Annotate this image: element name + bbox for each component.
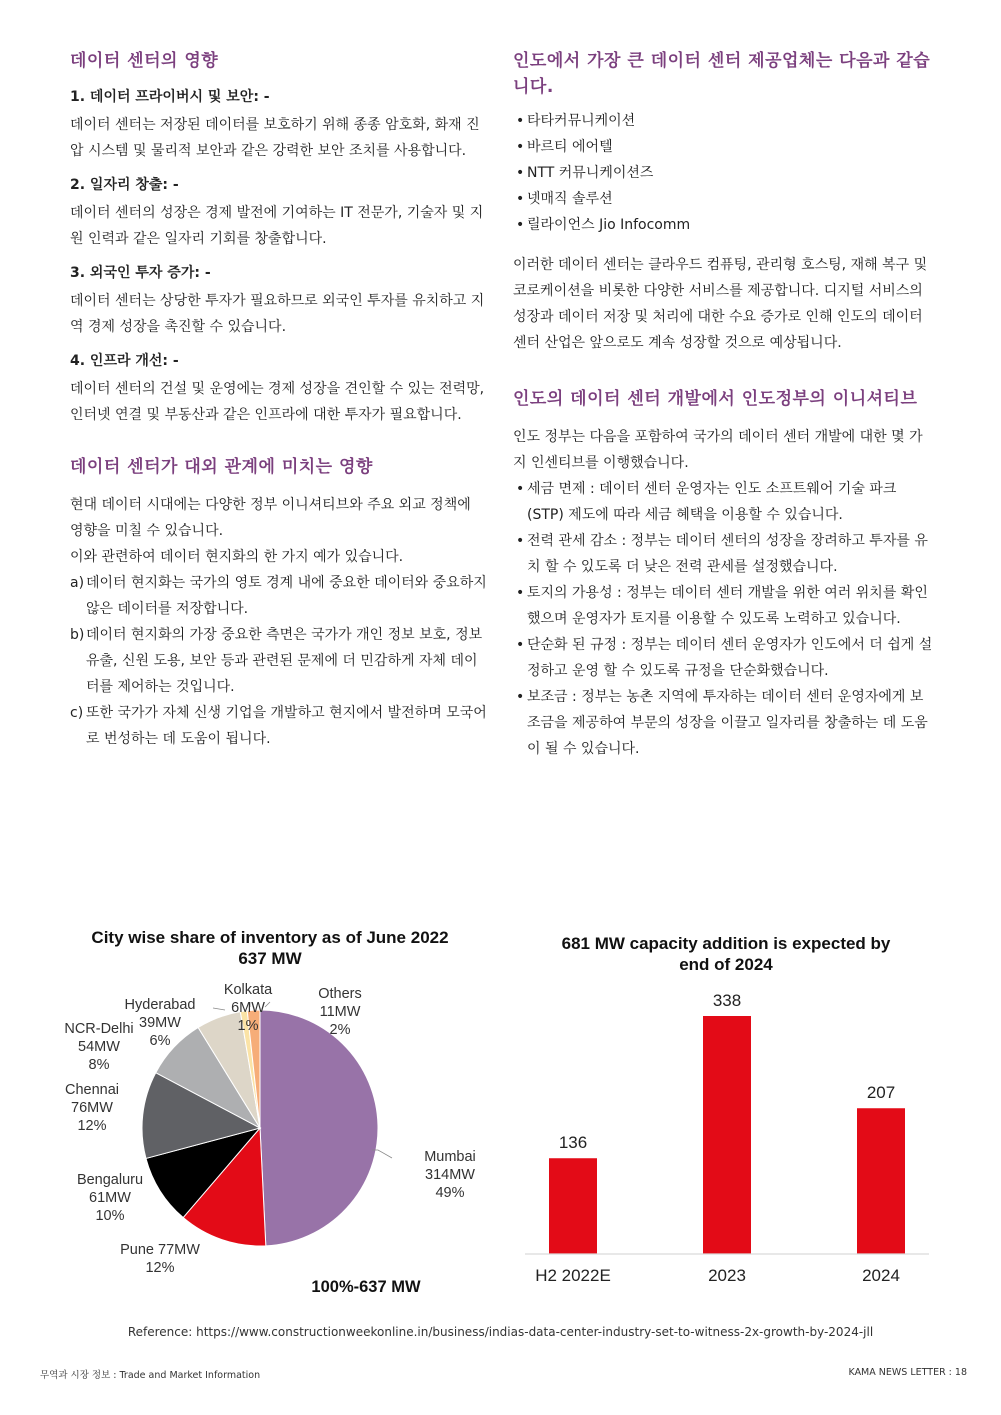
- list-item: • 타타커뮤니케이션: [516, 113, 636, 129]
- pie-label-others-name: Others: [318, 986, 362, 1002]
- list-item: b) 데이터 현지화의 가장 중요한 측면은 국가가 개인 정보 보호, 정보 유출, 신원 도용, 보안 등과 관련된 문제에 더 민감하게 자체 데이터를 제어하는 것입니다.: [70, 627, 483, 695]
- pie-label-hyderabad-name: Hyderabad: [124, 997, 196, 1013]
- list-item: • 세금 면제 : 데이터 센터 운영자는 인도 소프트웨어 기술 파크 (STP) 제도에 따라 세금 혜택을 이용할 수 있습니다.: [516, 481, 897, 523]
- list-item: • 보조금 : 정부는 농촌 지역에 투자하는 데이터 센터 운영자에게 보조금을 제공하여 부문의 성장을 이끌고 일자리를 창출하는 데 도움이 될 수 있습니다.: [516, 689, 928, 757]
- impact-item-1: 1. 데이터 프라이버시 및 보안: - 데이터 센터는 저장된 데이터를 보호하기 위해 종종 암호화, 화재 진압 시스템 및 물리적 보안과 같은 강력한 보안 조치를 사용합니다.: [70, 89, 480, 159]
- pie-label-kolkata-name: Kolkata: [223, 982, 273, 998]
- pie-chart-title: City wise share of inventory as of June 2022 637 MW: [91, 928, 449, 968]
- localization-list: [70, 570, 488, 752]
- pie-label-kolkata-mw: 6MW: [231, 1000, 265, 1016]
- pie-label-bengaluru-mw: 61MW: [89, 1190, 131, 1206]
- pie-slice-mumbai: [260, 1010, 378, 1246]
- bar-chart: [515, 975, 935, 1295]
- pie-label-chennai-mw: 76MW: [71, 1100, 113, 1116]
- list-item: • 전력 관세 감소 : 정부는 데이터 센터의 성장을 장려하고 투자를 유치 할 수 있도록 더 낮은 전력 관세를 설정했습니다.: [516, 533, 928, 575]
- pie-label-others-mw: 11MW: [319, 1004, 361, 1020]
- foreign-relations-example: 이와 관련하여 데이터 현지화의 한 가지 예가 있습니다.: [70, 549, 404, 565]
- impact-item-3: 3. 외국인 투자 증가: - 데이터 센터는 상당한 투자가 필요하므로 외국인 투자를 유치하고 지역 경제 성장을 촉진할 수 있습니다.: [70, 265, 485, 335]
- pie-label-hyderabad-mw: 39MW: [139, 1015, 181, 1031]
- list-item: • 단순화 된 규정 : 정부는 데이터 센터 운영자가 인도에서 더 쉽게 설정하고 운영 할 수 있도록 규정을 단순화했습니다.: [516, 637, 933, 679]
- pie-label-ncr-pct: 8%: [88, 1057, 110, 1073]
- pie-chart: [30, 980, 510, 1300]
- list-item: • 토지의 가용성 : 정부는 데이터 센터 개발을 위한 여러 위치를 확인했으며 운영자가 토지를 이용할 수 있도록 노력하고 있습니다.: [516, 585, 928, 627]
- providers-paragraph: 이러한 데이터 센터는 클라우드 컴퓨팅, 관리형 호스팅, 재해 복구 및 코로케이션을 비롯한 다양한 서비스를 제공합니다. 디지털 서비스의 성장과 데이터 저장 및 처리에 대한 수요 증가로 인해 인도의 데이터 센터 산업은 앞으로도 계속 성장할 것으로 예상됩니다.: [513, 257, 928, 351]
- pie-label-kolkata-pct: 1%: [237, 1018, 259, 1034]
- pie-label-mumbai-mw: 314MW: [425, 1167, 475, 1183]
- pie-label-bengaluru-name: Bengaluru: [76, 1172, 144, 1188]
- bar-category-label: 2023: [708, 1266, 746, 1285]
- bar-chart-title: 681 MW capacity addition is expected by end of 2024: [561, 934, 891, 974]
- bar-value-label: 136: [558, 1133, 588, 1153]
- pie-label-pune-pct: 12%: [145, 1260, 175, 1276]
- footer-right: KAMA NEWS LETTER : 18: [848, 1367, 967, 1378]
- pie-label-ncr-mw: 54MW: [78, 1039, 120, 1055]
- pie-label-mumbai-name: Mumbai: [424, 1149, 476, 1165]
- bar-2024: [857, 1108, 905, 1254]
- initiatives-heading: 인도의 데이터 센터 개발에서 인도정부의 이니셔티브: [513, 389, 918, 409]
- pie-total-label: 100%-637 MW: [311, 1278, 421, 1296]
- reference-text: Reference: https://www.constructionweekonline.in/business/indias-data-center-industry-set-to-witness-2x-growth-by-2024-jll: [127, 1325, 874, 1339]
- impact-item-4: 4. 인프라 개선: - 데이터 센터의 건설 및 운영에는 경제 성장을 견인할 수 있는 전력망, 인터넷 연결 및 부동산과 같은 인프라에 대한 투자가 필요합니다.: [70, 353, 485, 423]
- list-item: a) 데이터 현지화는 국가의 영토 경계 내에 중요한 데이터와 중요하지 않은 데이터를 저장합니다.: [70, 575, 487, 617]
- footer-left: 무역과 시장 정보 : Trade and Market Information: [40, 1370, 261, 1381]
- initiatives-list: [513, 476, 933, 762]
- bar-value-label: 207: [866, 1083, 896, 1103]
- list-item: • 바르티 에어텔: [516, 139, 613, 155]
- bar-value-label: 338: [712, 991, 742, 1010]
- foreign-relations-heading: 데이터 센터가 대외 관계에 미치는 영향: [70, 457, 373, 477]
- impact-item-2: 2. 일자리 창출: - 데이터 센터의 성장은 경제 발전에 기여하는 IT 전문가, 기술자 및 지원 인력과 같은 일자리 기회를 창출합니다.: [70, 177, 484, 247]
- initiatives-section: [513, 386, 933, 762]
- foreign-relations-intro: 현대 데이터 시대에는 다양한 정부 이니셔티브와 주요 외교 정책에 영향을 미칠 수 있습니다.: [70, 497, 471, 539]
- pie-label-others-pct: 2%: [329, 1022, 351, 1038]
- pie-label-ncr-name: NCR-Delhi: [64, 1021, 134, 1037]
- initiatives-intro: 인도 정부는 다음을 포함하여 국가의 데이터 센터 개발에 대한 몇 가지 인센티브를 이행했습니다.: [513, 429, 923, 471]
- list-item: • 넷매직 솔루션: [516, 191, 613, 207]
- bar-category-label: 2024: [862, 1266, 900, 1285]
- foreign-relations-section: [70, 454, 488, 752]
- pie-label-chennai-pct: 12%: [77, 1118, 107, 1134]
- list-item: c) 또한 국가가 자체 신생 기업을 개발하고 현지에서 발전하며 모국어로 번성하는 데 도움이 됩니다.: [70, 705, 487, 747]
- list-item: • NTT 커뮤니케이션즈: [516, 165, 654, 181]
- providers-heading: 인도에서 가장 큰 데이터 센터 제공업체는 다음과 같습니다.: [513, 51, 931, 97]
- list-item: • 릴라이언스 Jio Infocomm: [516, 217, 691, 233]
- bar-h2-2022e: [549, 1158, 597, 1254]
- pie-label-pune: Pune 77MW: [120, 1242, 200, 1258]
- impact-heading: 데이터 센터의 영향: [70, 51, 219, 71]
- pie-label-hyderabad-pct: 6%: [149, 1033, 171, 1049]
- pie-label-mumbai-pct: 49%: [435, 1185, 465, 1201]
- right-column: [513, 48, 933, 762]
- pie-label-bengaluru-pct: 10%: [95, 1208, 125, 1224]
- left-column: [70, 48, 488, 752]
- bar-2023: [703, 1016, 751, 1254]
- pie-label-chennai-name: Chennai: [64, 1082, 120, 1098]
- providers-list: [513, 108, 933, 238]
- bar-category-label: H2 2022E: [535, 1266, 611, 1285]
